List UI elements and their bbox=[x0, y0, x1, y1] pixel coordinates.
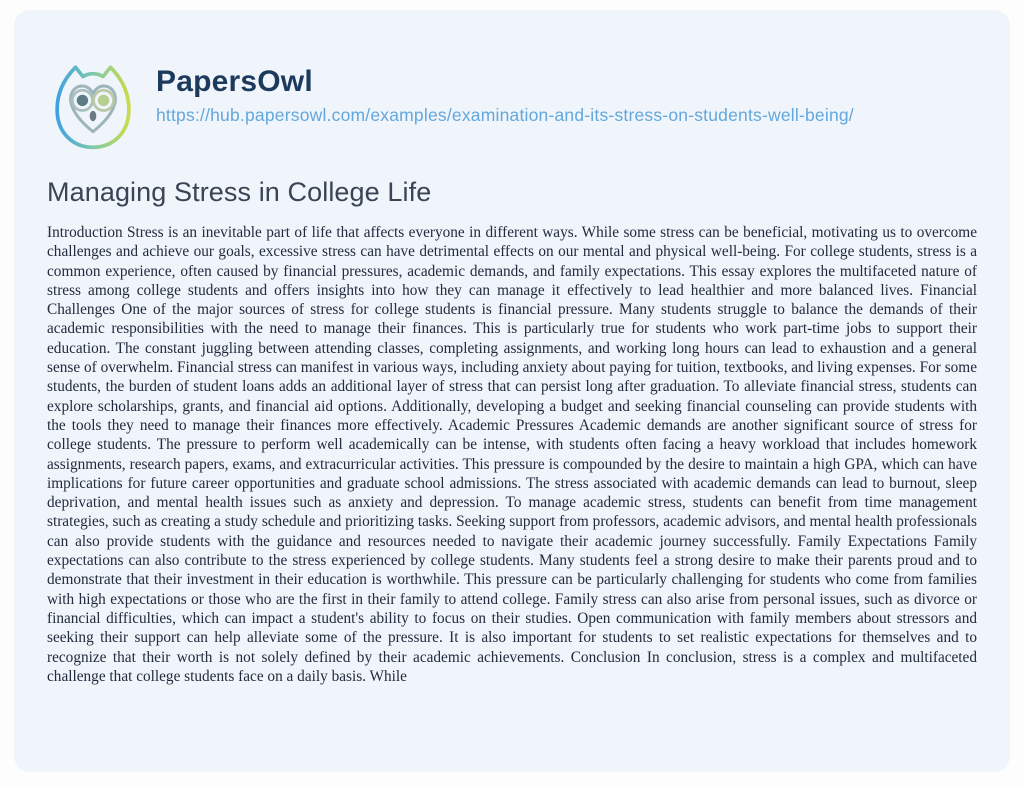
papersowl-owl-logo-icon bbox=[47, 57, 139, 153]
brand-block bbox=[156, 57, 854, 126]
brand-name: PapersOwl bbox=[156, 65, 313, 98]
site-header bbox=[47, 10, 977, 153]
source-url-link[interactable]: https://hub.papersowl.com/examples/examination-and-its-stress-on-students-well-being/ bbox=[156, 105, 854, 125]
essay-body-text: Introduction Stress is an inevitable part of life that affects everyone in different ways. While some stress can be beneficial, motivating us to overcome challenges and achieve our goals, excessive stress can have detrimental effects on our mental and physical well-being. For college students, stress is a common experience, often caused by financial pressures, academic demands, and family expectations. This essay explores the multifaceted nature of stress among college students and offers insights into how they can manage it effectively to lead healthier and more balanced lives. Financial Challenges One of the major sources of stress for college students is financial pressure. Many students struggle to balance the demands of their academic responsibilities with the need to manage their finances. This is particularly true for students who work part-time jobs to support their education. The constant juggling between attending classes, completing assignments, and working long hours can lead to exhaustion and a general sense of overwhelm. Financial stress can manifest in various ways, including anxiety about paying for tuition, textbooks, and living expenses. For some students, the burden of student loans adds an additional layer of stress that can persist long after graduation. To alleviate financial stress, students can explore scholarships, grants, and financial aid options. Additionally, developing a budget and seeking financial counseling can provide students with the tools they need to manage their finances more effectively. Academic Pressures Academic demands are another significant source of stress for college students. The pressure to perform well academically can be intense, with students often facing a heavy workload that includes homework assignments, research papers, exams, and extracurricular activities. This pressure is compounded by the desire to maintain a high GPA, which can have implications for future career opportunities and graduate school admissions. The stress associated with academic demands can lead to burnout, sleep deprivation, and mental health issues such as anxiety and depression. To manage academic stress, students can benefit from time management strategies, such as creating a study schedule and prioritizing tasks. Seeking support from professors, academic advisors, and mental health professionals can also provide students with the guidance and resources needed to navigate their academic journey successfully. Family Expectations Family expectations can also contribute to the stress experienced by college students. Many students feel a strong desire to make their parents proud and to demonstrate that their investment in their education is worthwhile. This pressure can be particularly challenging for students who come from families with high expectations or those who are the first in their family to attend college. Family stress can also arise from personal issues, such as divorce or financial difficulties, which can impact a student's ability to focus on their studies. Open communication with family members about stressors and seeking their support can help alleviate some of the pressure. It is also important for students to set realistic expectations for themselves and to recognize that their worth is not solely defined by their academic achievements. Conclusion In conclusion, stress is a complex and multifaceted challenge that college students face on a daily basis. While bbox=[47, 224, 977, 685]
essay-title: Managing Stress in College Life bbox=[47, 177, 432, 207]
document-panel bbox=[14, 10, 1010, 772]
